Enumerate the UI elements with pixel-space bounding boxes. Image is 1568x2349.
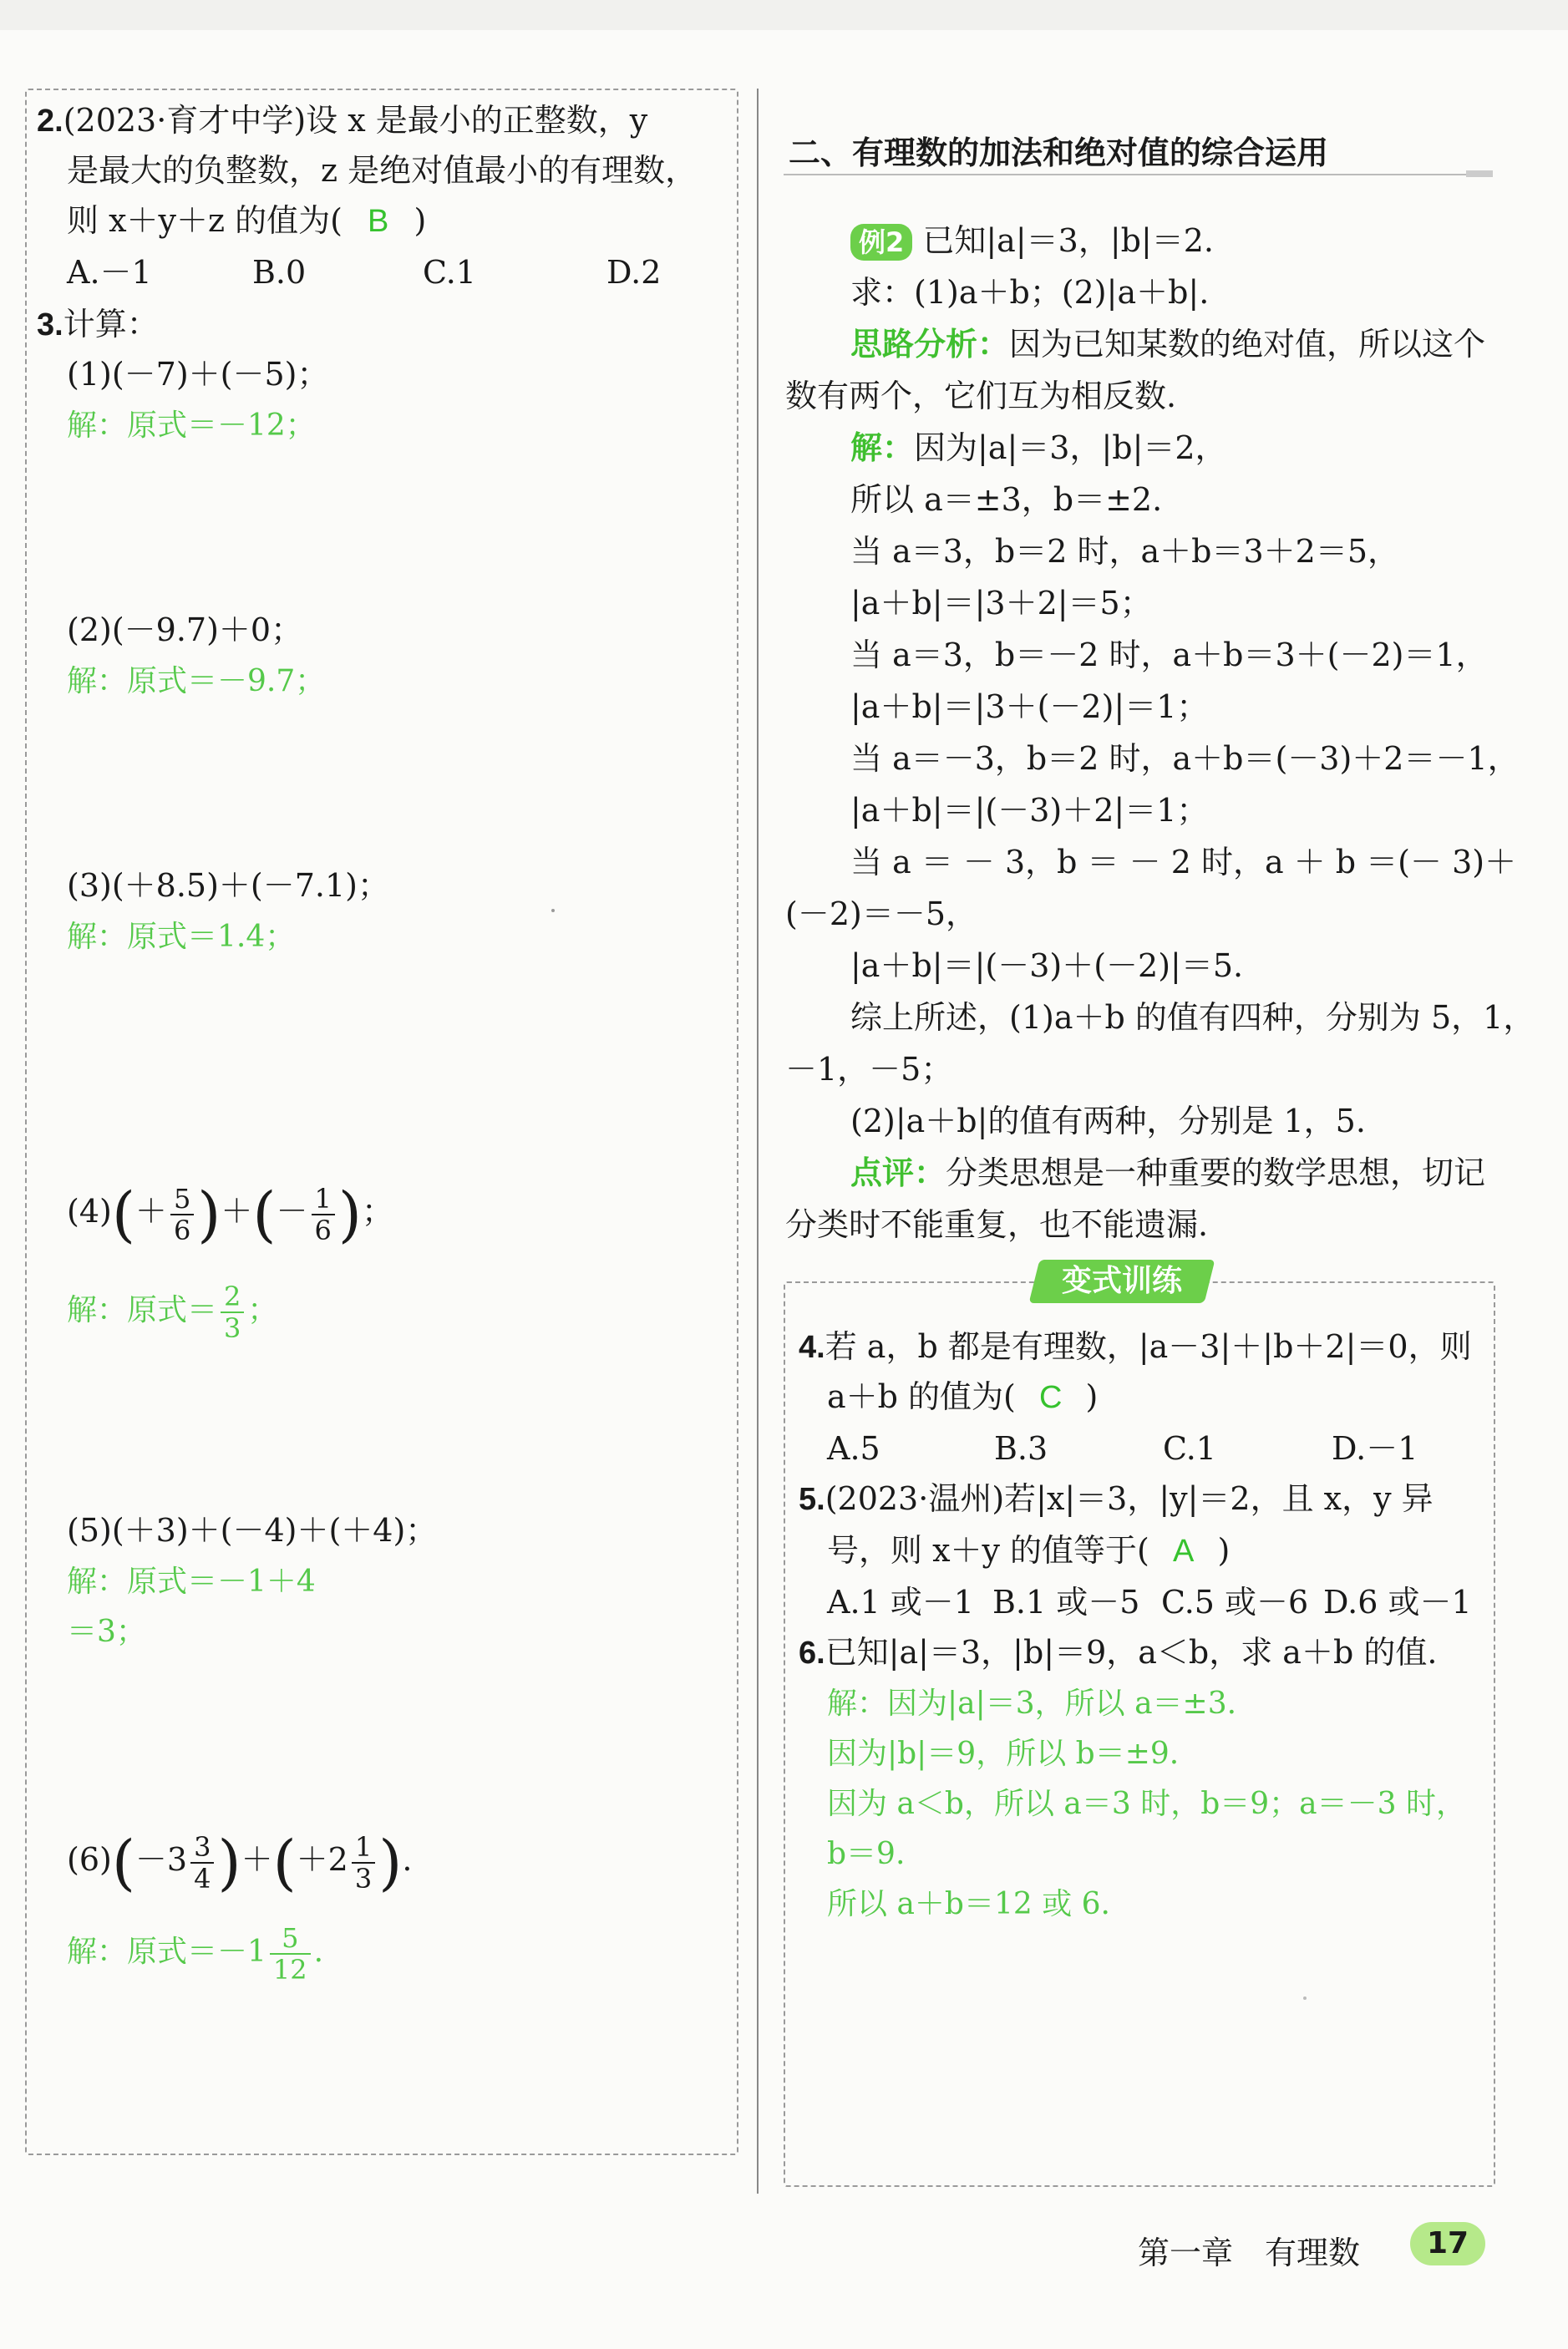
q5-line2: 号，则 x＋y 的值等于( (827, 1532, 1149, 1569)
q3-part3-solution: 解：原式＝1.4； (67, 920, 296, 954)
stray-mark (551, 909, 555, 912)
q3-part4-label: (4) (67, 1193, 112, 1230)
q4-line2: a＋b 的值为( (827, 1378, 1016, 1415)
q3-part1-solution: 解：原式＝－12； (67, 408, 316, 443)
q6-solution-line1: 解：因为|a|＝3，所以 a＝±3. (827, 1687, 1237, 1721)
footer-chapter: 第一章 有理数 (1138, 2235, 1361, 2271)
solve-line-8: |a＋b|＝|(－3)＋2|＝1； (850, 792, 1209, 829)
q2-option-b: B.0 (252, 254, 307, 291)
solve-line-1: 因为|a|＝3，|b|＝2， (914, 429, 1227, 466)
q2-option-a: A.－1 (67, 254, 152, 291)
q3-part6-sign2: ＋2 (296, 1841, 348, 1878)
q4-option-c: C.1 (1163, 1430, 1216, 1467)
comment-line1: 分类思想是一种重要的数学思想，切记 (946, 1154, 1486, 1191)
q3-part6-fraction1: $\frac{3}{4}$ (190, 1832, 214, 1894)
q3-part6-sign1: －3 (134, 1841, 188, 1878)
q4-option-a: A.5 (827, 1430, 880, 1467)
q4-answer: C (1038, 1380, 1063, 1415)
q6-solution-line3: 因为 a＜b，所以 a＝3 时，b＝9；a＝－3 时， (827, 1787, 1466, 1821)
comment-label: 点评： (850, 1154, 946, 1191)
q3-part4-fraction1: $\frac{5}{6}$ (170, 1184, 194, 1246)
q6-line1: 已知|a|＝3，|b|＝9，a＜b，求 a＋b 的值. (825, 1634, 1438, 1671)
q3-part2-solution: 解：原式＝－9.7； (67, 664, 326, 698)
q3-part2-expr: (2)(－9.7)＋0； (67, 611, 303, 648)
solve-line-7: 当 a＝－3，b＝2 时，a＋b＝(－3)＋2＝－1， (850, 740, 1520, 777)
q4-line1: 若 a，b 都是有理数，|a－3|＋|b＋2|＝0，则 (825, 1328, 1472, 1365)
q3-part4-answer-fraction: $\frac{2}{3}$ (221, 1281, 244, 1343)
page-top-shade (0, 0, 1568, 30)
q5-option-c: C.5 或－6 (1161, 1584, 1309, 1621)
q6-solution-line4: b＝9. (827, 1837, 906, 1871)
solve-line-3: 当 a＝3，b＝2 时，a＋b＝3＋2＝5， (850, 533, 1400, 570)
solve-line-6: |a＋b|＝|3＋(－2)|＝1； (850, 688, 1209, 725)
q2-line2: 是最大的负整数，z 是绝对值最小的有理数， (67, 152, 698, 189)
q4-close-paren: ) (1085, 1378, 1099, 1415)
q2-number: 2. (37, 104, 63, 139)
q3-part5-expr: (5)(＋3)＋(－4)＋(＋4)； (67, 1512, 438, 1549)
q4-number: 4. (799, 1330, 825, 1365)
q5-number: 5. (799, 1482, 825, 1517)
q3-part4-fraction2: $\frac{1}{6}$ (312, 1184, 335, 1246)
solve-line-11: |a＋b|＝|(－3)＋(－2)|＝5. (850, 947, 1244, 984)
q3-title: 计算： (63, 306, 159, 342)
solve-line-9: 当 a ＝ － 3，b ＝ － 2 时，a ＋ b ＝(－ 3)＋ (850, 844, 1517, 880)
q4-option-b: B.3 (994, 1430, 1048, 1467)
q3-part4-expr: (4)(＋ $\frac{5}{6}$ )＋(－ $\frac{1}{6}$ )； (67, 1179, 393, 1250)
analysis-label: 思路分析： (850, 326, 1010, 363)
q3-part1-expr: (1)(－7)＋(－5)； (67, 356, 329, 393)
q3-part5-solution-line2: ＝3； (67, 1615, 146, 1649)
q3-part6-fraction2: $\frac{1}{3}$ (352, 1832, 375, 1894)
practice-tab (1029, 1260, 1215, 1303)
solve-line-5: 当 a＝3，b＝－2 时，a＋b＝3＋(－2)＝1， (850, 637, 1488, 673)
solve-line-2: 所以 a＝±3，b＝±2. (850, 481, 1163, 518)
q3-part4-sign2: － (276, 1193, 308, 1230)
example-badge: 例2 (850, 224, 912, 261)
solve-line-12: 综上所述，(1)a＋b 的值有四种，分别为 5，1， (850, 999, 1535, 1036)
section-rule-end (1466, 170, 1493, 177)
stray-mark (1303, 1996, 1307, 2000)
q5-close-paren: ) (1217, 1532, 1231, 1569)
q2-option-d: D.2 (606, 254, 662, 291)
q3-number: 3. (37, 307, 63, 342)
comment-line2: 分类时不能重复，也不能遗漏. (785, 1206, 1209, 1243)
q2-line1: (2023·育才中学)设 x 是最小的正整数，y (63, 102, 648, 139)
page-number: 17 (1410, 2222, 1485, 2265)
solve-line-13: －1，－5； (785, 1051, 953, 1088)
q3-part5-solution-line1: 解：原式＝－1＋4 (67, 1565, 316, 1599)
example-line2: 求：(1)a＋b；(2)|a＋b|. (850, 274, 1210, 311)
solve-line-4: |a＋b|＝|3＋2|＝5； (850, 585, 1152, 621)
q5-option-b: B.1 或－5 (992, 1584, 1140, 1621)
q3-part6-expr: (6)(－3 $\frac{3}{4}$ )＋(＋2 $\frac{1}{3}$ ). (67, 1827, 413, 1898)
q3-part6-label: (6) (67, 1841, 112, 1878)
section-rule (784, 174, 1492, 175)
column-divider (757, 89, 759, 2194)
section-title: 二、有理数的加法和绝对值的综合运用 (789, 134, 1329, 171)
analysis-line1: 因为已知某数的绝对值，所以这个 (1009, 326, 1486, 363)
solve-line-14: (2)|a＋b|的值有两种，分别是 1，5. (850, 1103, 1366, 1139)
solve-label: 解： (850, 429, 915, 466)
practice-tab-label: 变式训练 (1061, 1264, 1182, 1298)
q5-answer: A (1172, 1534, 1195, 1569)
q2-line3: 则 x＋y＋z 的值为( (67, 202, 343, 239)
q2-answer: B (368, 204, 389, 239)
q3-part3-expr: (3)(＋8.5)＋(－7.1)； (67, 867, 389, 904)
q5-option-d: D.6 或－1 (1323, 1584, 1472, 1621)
q5-option-a: A.1 或－1 (827, 1584, 974, 1621)
q3-part4-solution: 解：原式＝ $\frac{2}{3}$ ； (67, 1281, 278, 1344)
q4-option-d: D.－1 (1332, 1430, 1418, 1467)
q3-part4-sign1: ＋ (134, 1193, 167, 1230)
solve-line-10: (－2)＝－5， (785, 895, 978, 932)
q2-option-c: C.1 (423, 254, 476, 291)
analysis-line2: 数有两个，它们互为相反数. (785, 378, 1177, 414)
q5-line1: (2023·温州)若|x|＝3，|y|＝2，且 x，y 异 (825, 1480, 1434, 1517)
q6-solution-line5: 所以 a＋b＝12 或 6. (827, 1887, 1110, 1921)
q6-number: 6. (799, 1636, 825, 1671)
q6-solution-line2: 因为|b|＝9，所以 b＝±9. (827, 1737, 1180, 1771)
q3-part6-answer-fraction: $\frac{5}{12}$ (270, 1923, 311, 1985)
q3-part6-solution: 解：原式＝－1 $\frac{5}{12}$ . (67, 1922, 324, 1986)
example-line1: 已知|a|＝3，|b|＝2. (922, 222, 1214, 259)
q2-close-paren: ) (414, 202, 427, 239)
